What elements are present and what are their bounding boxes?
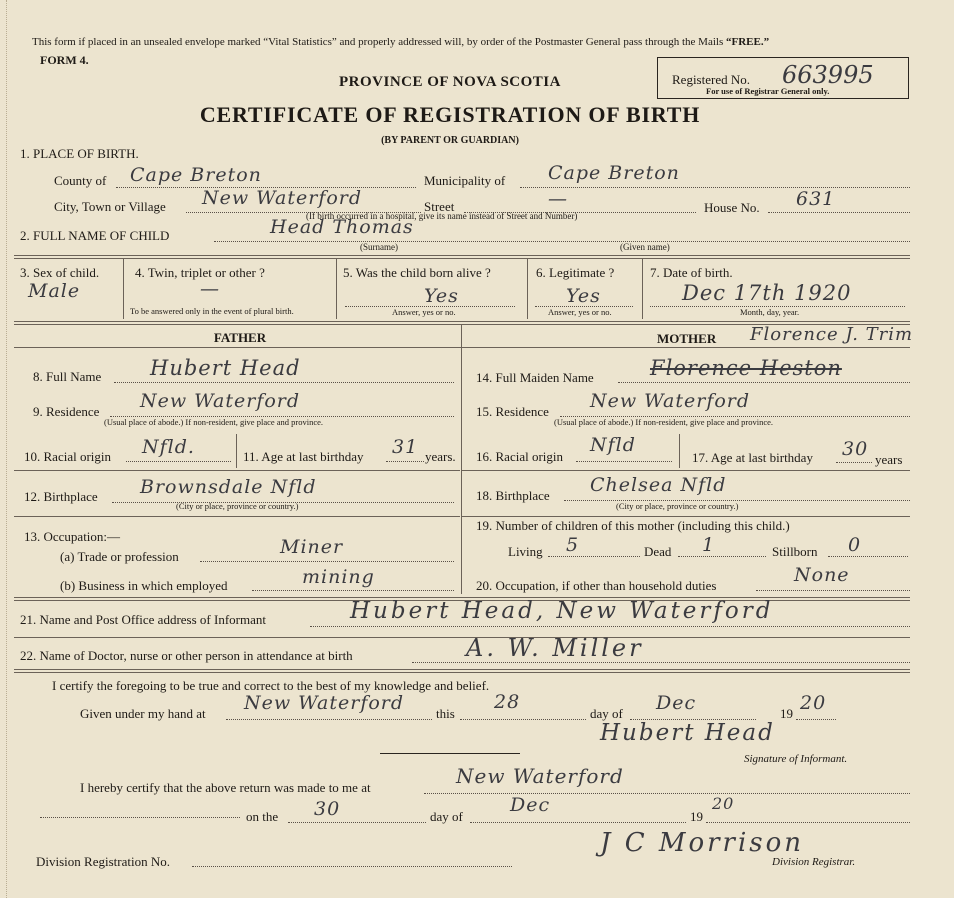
father-residence-label: 9. Residence bbox=[33, 404, 100, 419]
house-number-value: 631 bbox=[796, 188, 836, 210]
father-racial-value: Nfld. bbox=[142, 436, 195, 458]
father-birthplace-note: (City or place, province or country.) bbox=[176, 501, 299, 511]
given-under-hand-label: Given under my hand at bbox=[80, 706, 206, 721]
registrar-month-value: Dec bbox=[510, 794, 551, 816]
registrar-year-value: 20 bbox=[712, 794, 735, 813]
given-name-caption: (Given name) bbox=[620, 242, 670, 252]
mother-note: Florence J. Trim bbox=[750, 324, 914, 345]
father-residence-note: (Usual place of abode.) If non-resident, give place and province. bbox=[104, 417, 324, 427]
form-number: FORM 4. bbox=[40, 53, 89, 67]
mother-residence-value: New Waterford bbox=[590, 390, 751, 412]
surname-caption: (Surname) bbox=[360, 242, 398, 252]
mother-occupation-label: 20. Occupation, if other than household duties bbox=[476, 578, 717, 593]
place-of-birth-heading: 1. PLACE OF BIRTH. bbox=[20, 146, 139, 161]
certificate-title: CERTIFICATE OF REGISTRATION OF BIRTH bbox=[199, 102, 701, 127]
dead-label: Dead bbox=[644, 544, 672, 559]
municipality-value: Cape Breton bbox=[548, 162, 680, 184]
given-dayof-label: day of bbox=[590, 706, 623, 721]
given-year-value: 20 bbox=[800, 692, 827, 714]
child-name-value: Head Thomas bbox=[270, 216, 414, 238]
certify-statement: I certify the foregoing to be true and correct to the best of my knowledge and belief. bbox=[52, 678, 490, 693]
registrar-signature-caption: Division Registrar. bbox=[772, 856, 856, 868]
perforated-edge bbox=[0, 0, 7, 898]
hospital-note: (If birth occurred in a hospital, give its name instead of Street and Number) bbox=[306, 211, 578, 221]
informant-value: Hubert Head, New Waterford bbox=[350, 598, 774, 624]
father-occupation-label: 13. Occupation:— bbox=[24, 529, 121, 544]
father-age-label: 11. Age at last birthday bbox=[243, 449, 364, 464]
given-year-prefix: 19 bbox=[780, 706, 793, 721]
father-heading: FATHER bbox=[213, 330, 267, 345]
legitimate-label: 6. Legitimate ? bbox=[536, 265, 615, 280]
registrar-statement: I hereby certify that the above return was made to me at bbox=[80, 780, 371, 795]
mother-birthplace-value: Chelsea Nfld bbox=[590, 474, 727, 496]
street-value: — bbox=[548, 188, 568, 210]
mother-age-value: 30 bbox=[842, 438, 869, 460]
given-place-value: New Waterford bbox=[244, 692, 405, 714]
registered-number: 663995 bbox=[782, 61, 874, 89]
informant-signature: Hubert Head bbox=[600, 720, 775, 746]
mother-name-label: 14. Full Maiden Name bbox=[476, 370, 594, 385]
twin-value: — bbox=[200, 278, 220, 300]
certificate-subtitle: (BY PARENT OR GUARDIAN) bbox=[381, 135, 519, 146]
father-business-value: mining bbox=[302, 566, 375, 588]
mother-birthplace-label: 18. Birthplace bbox=[476, 488, 550, 503]
living-label: Living bbox=[508, 544, 543, 559]
living-value: 5 bbox=[566, 534, 580, 556]
division-registration-label: Division Registration No. bbox=[36, 854, 170, 869]
mother-children-label: 19. Number of children of this mother (including this child.) bbox=[476, 518, 790, 533]
dob-label: 7. Date of birth. bbox=[650, 265, 733, 280]
municipality-label: Municipality of bbox=[424, 173, 506, 188]
registrar-signature: J C Morrison bbox=[600, 828, 805, 858]
given-day-value: 28 bbox=[494, 691, 521, 713]
father-age-unit: years. bbox=[425, 449, 456, 464]
city-label: City, Town or Village bbox=[54, 199, 166, 214]
mother-age-unit: years bbox=[875, 452, 903, 467]
father-business-label: (b) Business in which employed bbox=[60, 578, 228, 593]
twin-note: To be answered only in the event of plural birth. bbox=[130, 306, 294, 316]
father-name-value: Hubert Head bbox=[150, 356, 301, 380]
mother-name-value: Florence Heston bbox=[650, 356, 842, 380]
registrar-place-value: New Waterford bbox=[456, 764, 624, 788]
mother-birthplace-note: (City or place, province or country.) bbox=[616, 501, 739, 511]
father-name-label: 8. Full Name bbox=[33, 369, 102, 384]
street-label: Street bbox=[424, 199, 455, 214]
doctor-value: A. W. Miller bbox=[466, 634, 644, 662]
stillborn-value: 0 bbox=[848, 534, 862, 556]
dob-note: Month, day, year. bbox=[740, 307, 800, 317]
given-month-value: Dec bbox=[656, 692, 697, 714]
province-heading: PROVINCE OF NOVA SCOTIA bbox=[339, 74, 561, 90]
child-name-label: 2. FULL NAME OF CHILD bbox=[20, 228, 170, 243]
sex-label: 3. Sex of child. bbox=[20, 265, 100, 280]
sex-value: Male bbox=[28, 280, 81, 302]
mail-notice: This form if placed in an unsealed envelope marked “Vital Statistics” and properly addressed will, by order of the Postmaster General pass through the Mails “FREE.” bbox=[32, 36, 770, 48]
born-alive-label: 5. Was the child born alive ? bbox=[343, 265, 491, 280]
stillborn-label: Stillborn bbox=[772, 544, 818, 559]
dob-value: Dec 17th 1920 bbox=[682, 281, 852, 305]
father-residence-value: New Waterford bbox=[140, 390, 301, 412]
twin-label: 4. Twin, triplet or other ? bbox=[135, 265, 265, 280]
registered-label: Registered No. bbox=[672, 72, 750, 87]
registrar-year-prefix: 19 bbox=[690, 809, 703, 824]
father-age-value: 31 bbox=[392, 436, 419, 458]
house-number-label: House No. bbox=[704, 200, 760, 215]
on-the-label: on the bbox=[246, 809, 279, 824]
signature-rule bbox=[380, 753, 520, 754]
county-value: Cape Breton bbox=[130, 164, 262, 186]
mother-residence-label: 15. Residence bbox=[476, 404, 549, 419]
mother-racial-label: 16. Racial origin bbox=[476, 449, 564, 464]
father-birthplace-value: Brownsdale Nfld bbox=[140, 476, 317, 498]
registrar-note: For use of Registrar General only. bbox=[706, 86, 830, 96]
father-trade-value: Miner bbox=[280, 536, 344, 558]
mother-occupation-value: None bbox=[794, 564, 850, 586]
legitimate-note: Answer, yes or no. bbox=[548, 307, 612, 317]
born-alive-note: Answer, yes or no. bbox=[392, 307, 456, 317]
informant-label: 21. Name and Post Office address of Informant bbox=[20, 612, 266, 627]
father-birthplace-label: 12. Birthplace bbox=[24, 489, 98, 504]
father-racial-label: 10. Racial origin bbox=[24, 449, 112, 464]
this-label: this bbox=[436, 706, 455, 721]
mother-residence-note: (Usual place of abode.) If non-resident, give place and province. bbox=[554, 417, 774, 427]
registrar-day-value: 30 bbox=[314, 798, 341, 820]
city-value: New Waterford bbox=[202, 187, 363, 209]
informant-signature-caption: Signature of Informant. bbox=[744, 753, 848, 765]
mother-heading: MOTHER bbox=[657, 331, 717, 346]
registrar-dayof-label: day of bbox=[430, 809, 463, 824]
doctor-label: 22. Name of Doctor, nurse or other person in attendance at birth bbox=[20, 648, 353, 663]
father-trade-label: (a) Trade or profession bbox=[60, 549, 179, 564]
mother-age-label: 17. Age at last birthday bbox=[692, 450, 813, 465]
born-alive-value: Yes bbox=[424, 285, 459, 307]
dead-value: 1 bbox=[702, 534, 716, 556]
county-label: County of bbox=[54, 173, 107, 188]
legitimate-value: Yes bbox=[566, 285, 601, 307]
mother-racial-value: Nfld bbox=[590, 434, 636, 456]
